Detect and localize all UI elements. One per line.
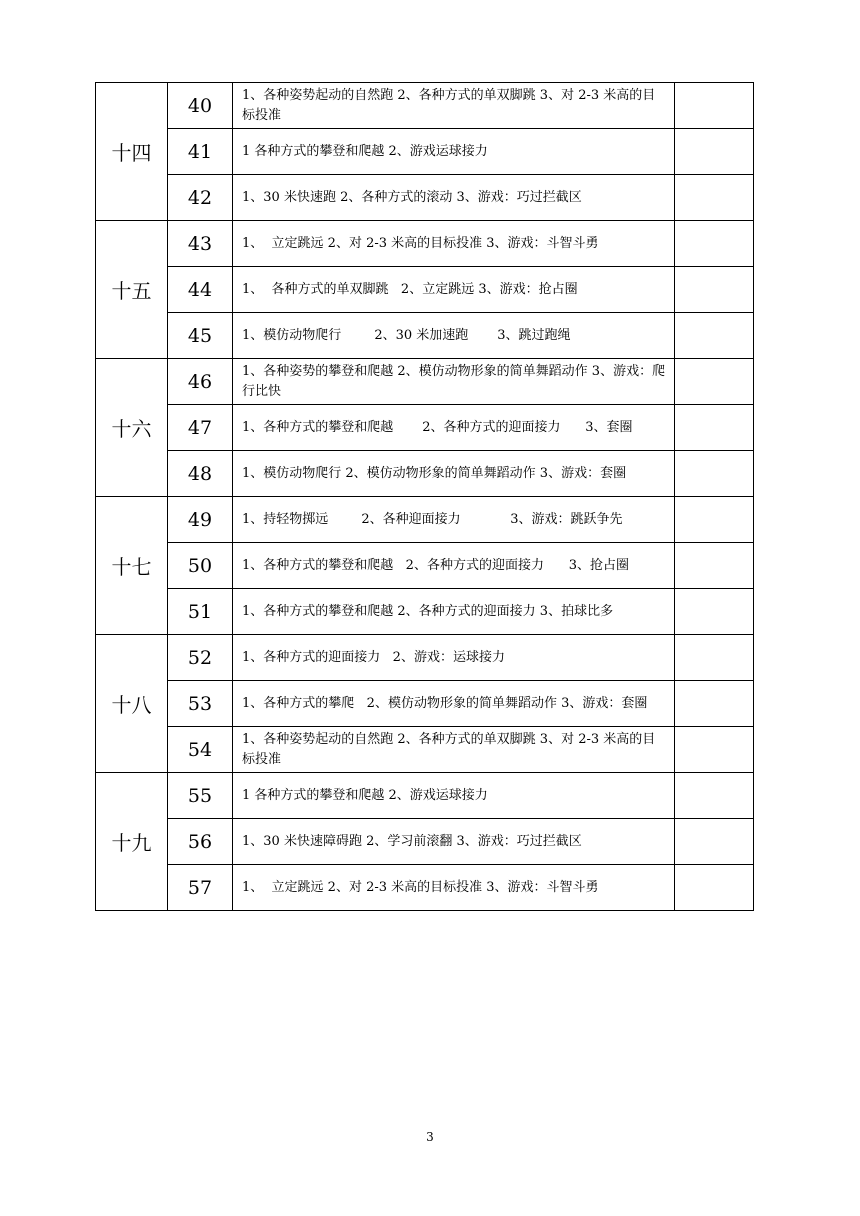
notes-cell <box>675 819 754 865</box>
lesson-content: 1、各种方式的迎面接力 2、游戏：运球接力 <box>233 635 675 681</box>
notes-cell <box>675 773 754 819</box>
lesson-content: 1、 各种方式的单双脚跳 2、立定跳远 3、游戏：抢占圈 <box>233 267 675 313</box>
notes-cell <box>675 589 754 635</box>
notes-cell <box>675 313 754 359</box>
lesson-content: 1 各种方式的攀登和爬越 2、游戏运球接力 <box>233 773 675 819</box>
page-number: 3 <box>426 1130 434 1144</box>
lesson-number: 43 <box>168 221 233 267</box>
table-row <box>96 681 754 727</box>
lesson-content: 1、模仿动物爬行 2、30 米加速跑 3、跳过跑绳 <box>233 313 675 359</box>
notes-cell <box>675 83 754 129</box>
notes-cell <box>675 221 754 267</box>
lesson-content: 1、30 米快速跑 2、各种方式的滚动 3、游戏：巧过拦截区 <box>233 175 675 221</box>
table-row <box>96 313 754 359</box>
table-row <box>96 589 754 635</box>
table-row <box>96 83 754 129</box>
lesson-content: 1、各种方式的攀登和爬越 2、各种方式的迎面接力 3、拍球比多 <box>233 589 675 635</box>
schedule-body <box>96 83 754 911</box>
lesson-content: 1、各种姿势起动的自然跑 2、各种方式的单双脚跳 3、对 2-3 米高的目标投准 <box>233 727 675 773</box>
table-row <box>96 129 754 175</box>
notes-cell <box>675 129 754 175</box>
lesson-number: 55 <box>168 773 233 819</box>
week-label: 十九 <box>96 773 168 911</box>
table-row <box>96 773 754 819</box>
notes-cell <box>675 405 754 451</box>
lesson-number: 52 <box>168 635 233 681</box>
lesson-number: 49 <box>168 497 233 543</box>
notes-cell <box>675 865 754 911</box>
table-row <box>96 543 754 589</box>
table-row <box>96 819 754 865</box>
notes-cell <box>675 727 754 773</box>
table-row <box>96 405 754 451</box>
week-label: 十四 <box>96 83 168 221</box>
lesson-number: 53 <box>168 681 233 727</box>
lesson-number: 45 <box>168 313 233 359</box>
notes-cell <box>675 267 754 313</box>
table-row <box>96 451 754 497</box>
week-label: 十五 <box>96 221 168 359</box>
table-row <box>96 359 754 405</box>
lesson-number: 46 <box>168 359 233 405</box>
lesson-content: 1、30 米快速障碍跑 2、学习前滚翻 3、游戏：巧过拦截区 <box>233 819 675 865</box>
week-label: 十六 <box>96 359 168 497</box>
notes-cell <box>675 543 754 589</box>
notes-cell <box>675 451 754 497</box>
lesson-number: 56 <box>168 819 233 865</box>
lesson-content: 1、各种方式的攀登和爬越 2、各种方式的迎面接力 3、抢占圈 <box>233 543 675 589</box>
lesson-content: 1、各种姿势起动的自然跑 2、各种方式的单双脚跳 3、对 2-3 米高的目标投准 <box>233 83 675 129</box>
lesson-content: 1、各种方式的攀登和爬越 2、各种方式的迎面接力 3、套圈 <box>233 405 675 451</box>
week-label: 十七 <box>96 497 168 635</box>
notes-cell <box>675 681 754 727</box>
notes-cell <box>675 635 754 681</box>
table-row <box>96 865 754 911</box>
lesson-number: 50 <box>168 543 233 589</box>
lesson-number: 42 <box>168 175 233 221</box>
lesson-number: 57 <box>168 865 233 911</box>
table-row <box>96 175 754 221</box>
notes-cell <box>675 497 754 543</box>
lesson-number: 40 <box>168 83 233 129</box>
lesson-number: 51 <box>168 589 233 635</box>
notes-cell <box>675 175 754 221</box>
lesson-content: 1、模仿动物爬行 2、模仿动物形象的简单舞蹈动作 3、游戏：套圈 <box>233 451 675 497</box>
schedule-table <box>95 82 754 911</box>
lesson-content: 1、 立定跳远 2、对 2-3 米高的目标投准 3、游戏：斗智斗勇 <box>233 221 675 267</box>
lesson-number: 47 <box>168 405 233 451</box>
table-row <box>96 267 754 313</box>
table-row <box>96 727 754 773</box>
lesson-number: 44 <box>168 267 233 313</box>
lesson-content: 1、 立定跳远 2、对 2-3 米高的目标投准 3、游戏：斗智斗勇 <box>233 865 675 911</box>
lesson-number: 48 <box>168 451 233 497</box>
table-row <box>96 635 754 681</box>
lesson-content: 1 各种方式的攀登和爬越 2、游戏运球接力 <box>233 129 675 175</box>
lesson-number: 41 <box>168 129 233 175</box>
lesson-content: 1、各种方式的攀爬 2、模仿动物形象的简单舞蹈动作 3、游戏：套圈 <box>233 681 675 727</box>
lesson-number: 54 <box>168 727 233 773</box>
week-label: 十八 <box>96 635 168 773</box>
lesson-content: 1、持轻物掷远 2、各种迎面接力 3、游戏：跳跃争先 <box>233 497 675 543</box>
table-row <box>96 497 754 543</box>
notes-cell <box>675 359 754 405</box>
lesson-content: 1、各种姿势的攀登和爬越 2、模仿动物形象的简单舞蹈动作 3、游戏：爬行比快 <box>233 359 675 405</box>
table-row <box>96 221 754 267</box>
